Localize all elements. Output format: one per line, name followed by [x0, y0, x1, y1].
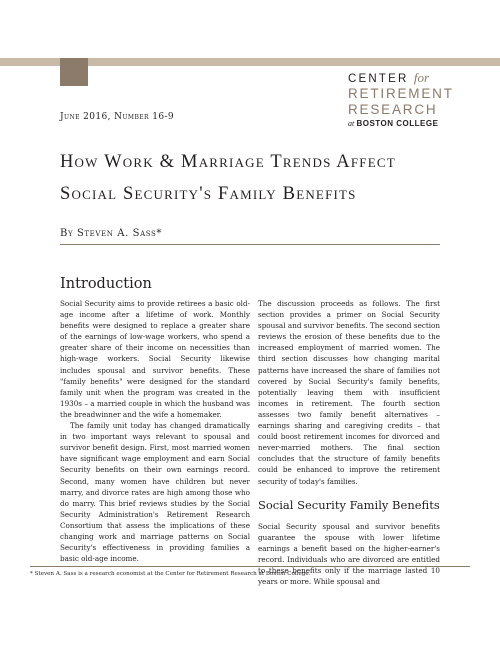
author-byline: By Steven A. Sass* [60, 228, 162, 239]
intro-paragraph-1: Social Security aims to provide retirees a basic old-age income after a lifetime of work. Monthly benefits were designed to replace a greater share of the earnings of low-wage workers, who spend a greater share of their income on necessities than high-wage workers. Social Security likewise includes spousal and survivor benefits. These "family benefits" were designed for the standard family unit when the program was created in the 1930s – a married couple in which the husband was the breadwinner and the wife a homemaker. [60, 299, 250, 419]
left-column [60, 298, 250, 564]
logo-line-4: at BOSTON COLLEGE [348, 119, 439, 128]
byline-rule [60, 244, 440, 245]
crr-logo [348, 70, 478, 128]
family-benefits-paragraph-1: Social Security spousal and survivor benefits guarantee the spouse with lower lifetime earnings a benefit based on the higher-earner's record. Individuals who are divorced are entitled to these benefits only if the marriage lasted 10 years or more. While spousal and [258, 521, 440, 587]
issue-date: June 2016, Number 16-9 [60, 112, 175, 122]
logo-line-2: RETIREMENT [348, 86, 454, 101]
logo-line-1: CENTER for [348, 70, 430, 85]
family-benefits-heading: Social Security Family Benefits [258, 497, 440, 512]
intro-paragraph-2: The family unit today has changed dramatically in two important ways relevant to spousal and survivor benefit design. First, most married women have significant wage employment and earn Social Security benefits on their own earnings record. Second, many women have children but never marry, and divorce rates are high among those who do marry. This brief reviews studies by the Social Security Administration's Retirement Research Consortium that assess the implications of these changing work and marriage patterns on Social Security's effectiveness in providing families a basic old-age income. [60, 421, 250, 564]
intro-heading: Introduction [60, 276, 152, 292]
logo-line-3: RESEARCH [348, 102, 438, 117]
brief-title [60, 146, 460, 210]
author-footnote: * Steven A. Sass is a research economist at the Center for Retirement Research at Boston College. [30, 571, 311, 577]
title-line-2: Social Security's Family Benefits [60, 184, 357, 204]
title-line-1: How Work & Marriage Trends Affect [60, 152, 396, 172]
header-accent-block [60, 58, 88, 86]
footnote-rule [30, 566, 470, 567]
right-column [258, 298, 440, 587]
intro-paragraph-3: The discussion proceeds as follows. The first section provides a primer on Social Security spousal and survivor benefits. The second section reviews the erosion of these benefits due to the increased employment of married women. The third section discusses how changing marital patterns have increased the share of families not covered by Social Security's family benefits, potentially leaving them with insufficient incomes in retirement. The fourth section assesses two family benefit alternatives – earnings sharing and caregiving credits – that could boost retirement incomes for divorced and never-married mothers. The final section concludes that the structure of family benefits could be enhanced to improve the retirement security of today's families. [258, 299, 440, 486]
